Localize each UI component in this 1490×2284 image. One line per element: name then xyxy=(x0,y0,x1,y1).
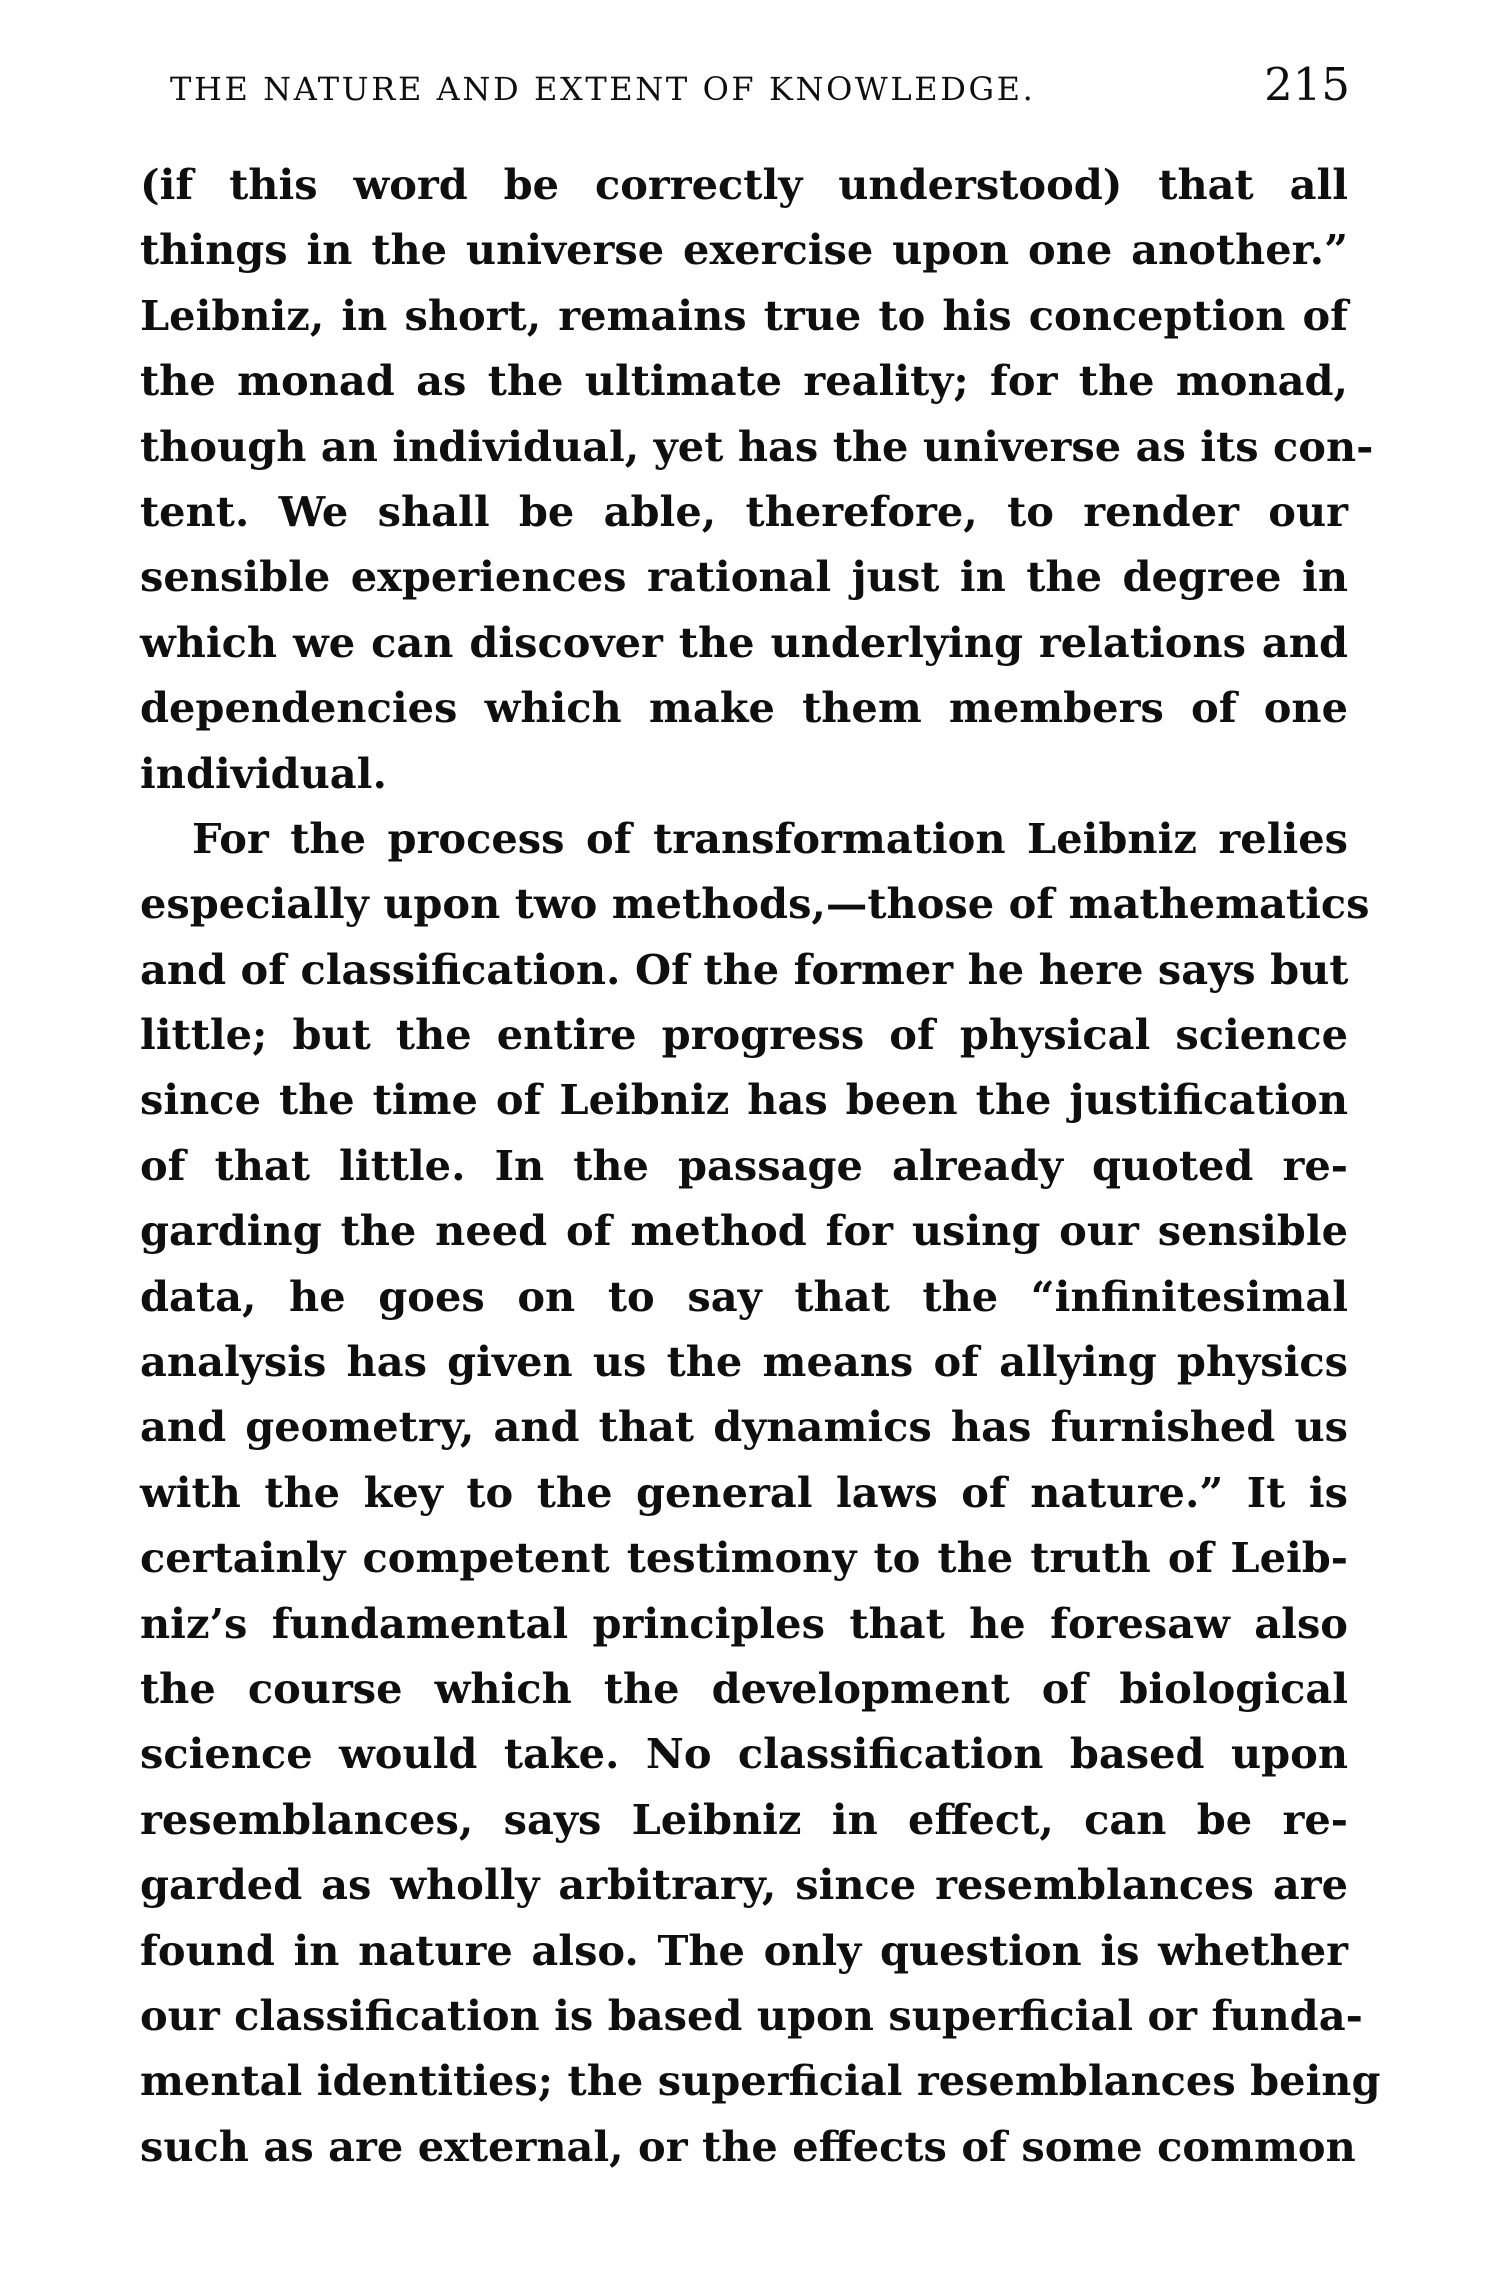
text-line: niz’s fundamental principles that he foresaw also xyxy=(140,1598,1348,1648)
text-line: For the process of transformation Leibniz relies xyxy=(192,813,1348,863)
text-line: Leibniz, in short, remains true to his conception of xyxy=(140,290,1348,340)
text-line: resemblances, says Leibniz in effect, can be re- xyxy=(140,1794,1348,1844)
text-line: dependencies which make them members of one xyxy=(140,683,1348,733)
text-line: (if this word be correctly understood) that all xyxy=(140,160,1348,209)
text-line: with the key to the general laws of nature.” It is xyxy=(140,1467,1348,1517)
page-header xyxy=(170,58,1350,128)
text-line: data, he goes on to say that the “infinitesimal xyxy=(140,1271,1348,1321)
text-line: such as are external, or the effects of some common xyxy=(140,2121,1356,2171)
text-line: our classification is based upon superficial or funda- xyxy=(140,1990,1363,2040)
text-line: the course which the development of biological xyxy=(140,1663,1348,1713)
text-line: though an individual, yet has the universe as its con- xyxy=(140,421,1374,471)
page-number: 215 xyxy=(1264,58,1350,111)
text-line: analysis has given us the means of allying physics xyxy=(140,1337,1348,1387)
text-line: the monad as the ultimate reality; for the monad, xyxy=(140,356,1348,406)
text-line: of that little. In the passage already quoted re- xyxy=(140,1140,1348,1190)
text-line: things in the universe exercise upon one another.” xyxy=(140,225,1348,275)
text-line: tent. We shall be able, therefore, to render our xyxy=(140,486,1348,536)
text-line: since the time of Leibniz has been the justification xyxy=(140,1075,1348,1125)
text-line: which we can discover the underlying relations and xyxy=(140,617,1348,667)
text-line: certainly competent testimony to the truth of Leib- xyxy=(140,1533,1348,1583)
text-line: garded as wholly arbitrary, since resemblances are xyxy=(140,1860,1348,1910)
text-line: mental identities; the superficial resemblances being xyxy=(140,2056,1381,2106)
text-line: and of classification. Of the former he here says but xyxy=(140,944,1349,994)
text-line: little; but the entire progress of physical science xyxy=(140,1010,1348,1060)
text-line: sensible experiences rational just in the degree in xyxy=(140,552,1348,602)
running-title: THE NATURE AND EXTENT OF KNOWLEDGE. xyxy=(170,70,1036,108)
text-line: garding the need of method for using our sensible xyxy=(140,1206,1348,1256)
text-line: especially upon two methods,—those of mathematics xyxy=(140,879,1370,929)
body-text xyxy=(140,152,1381,2179)
text-line: individual. xyxy=(140,748,387,798)
text-line: and geometry, and that dynamics has furnished us xyxy=(140,1402,1348,1452)
text-line: found in nature also. The only question is whether xyxy=(140,1925,1348,1975)
text-line: science would take. No classification based upon xyxy=(140,1729,1348,1779)
